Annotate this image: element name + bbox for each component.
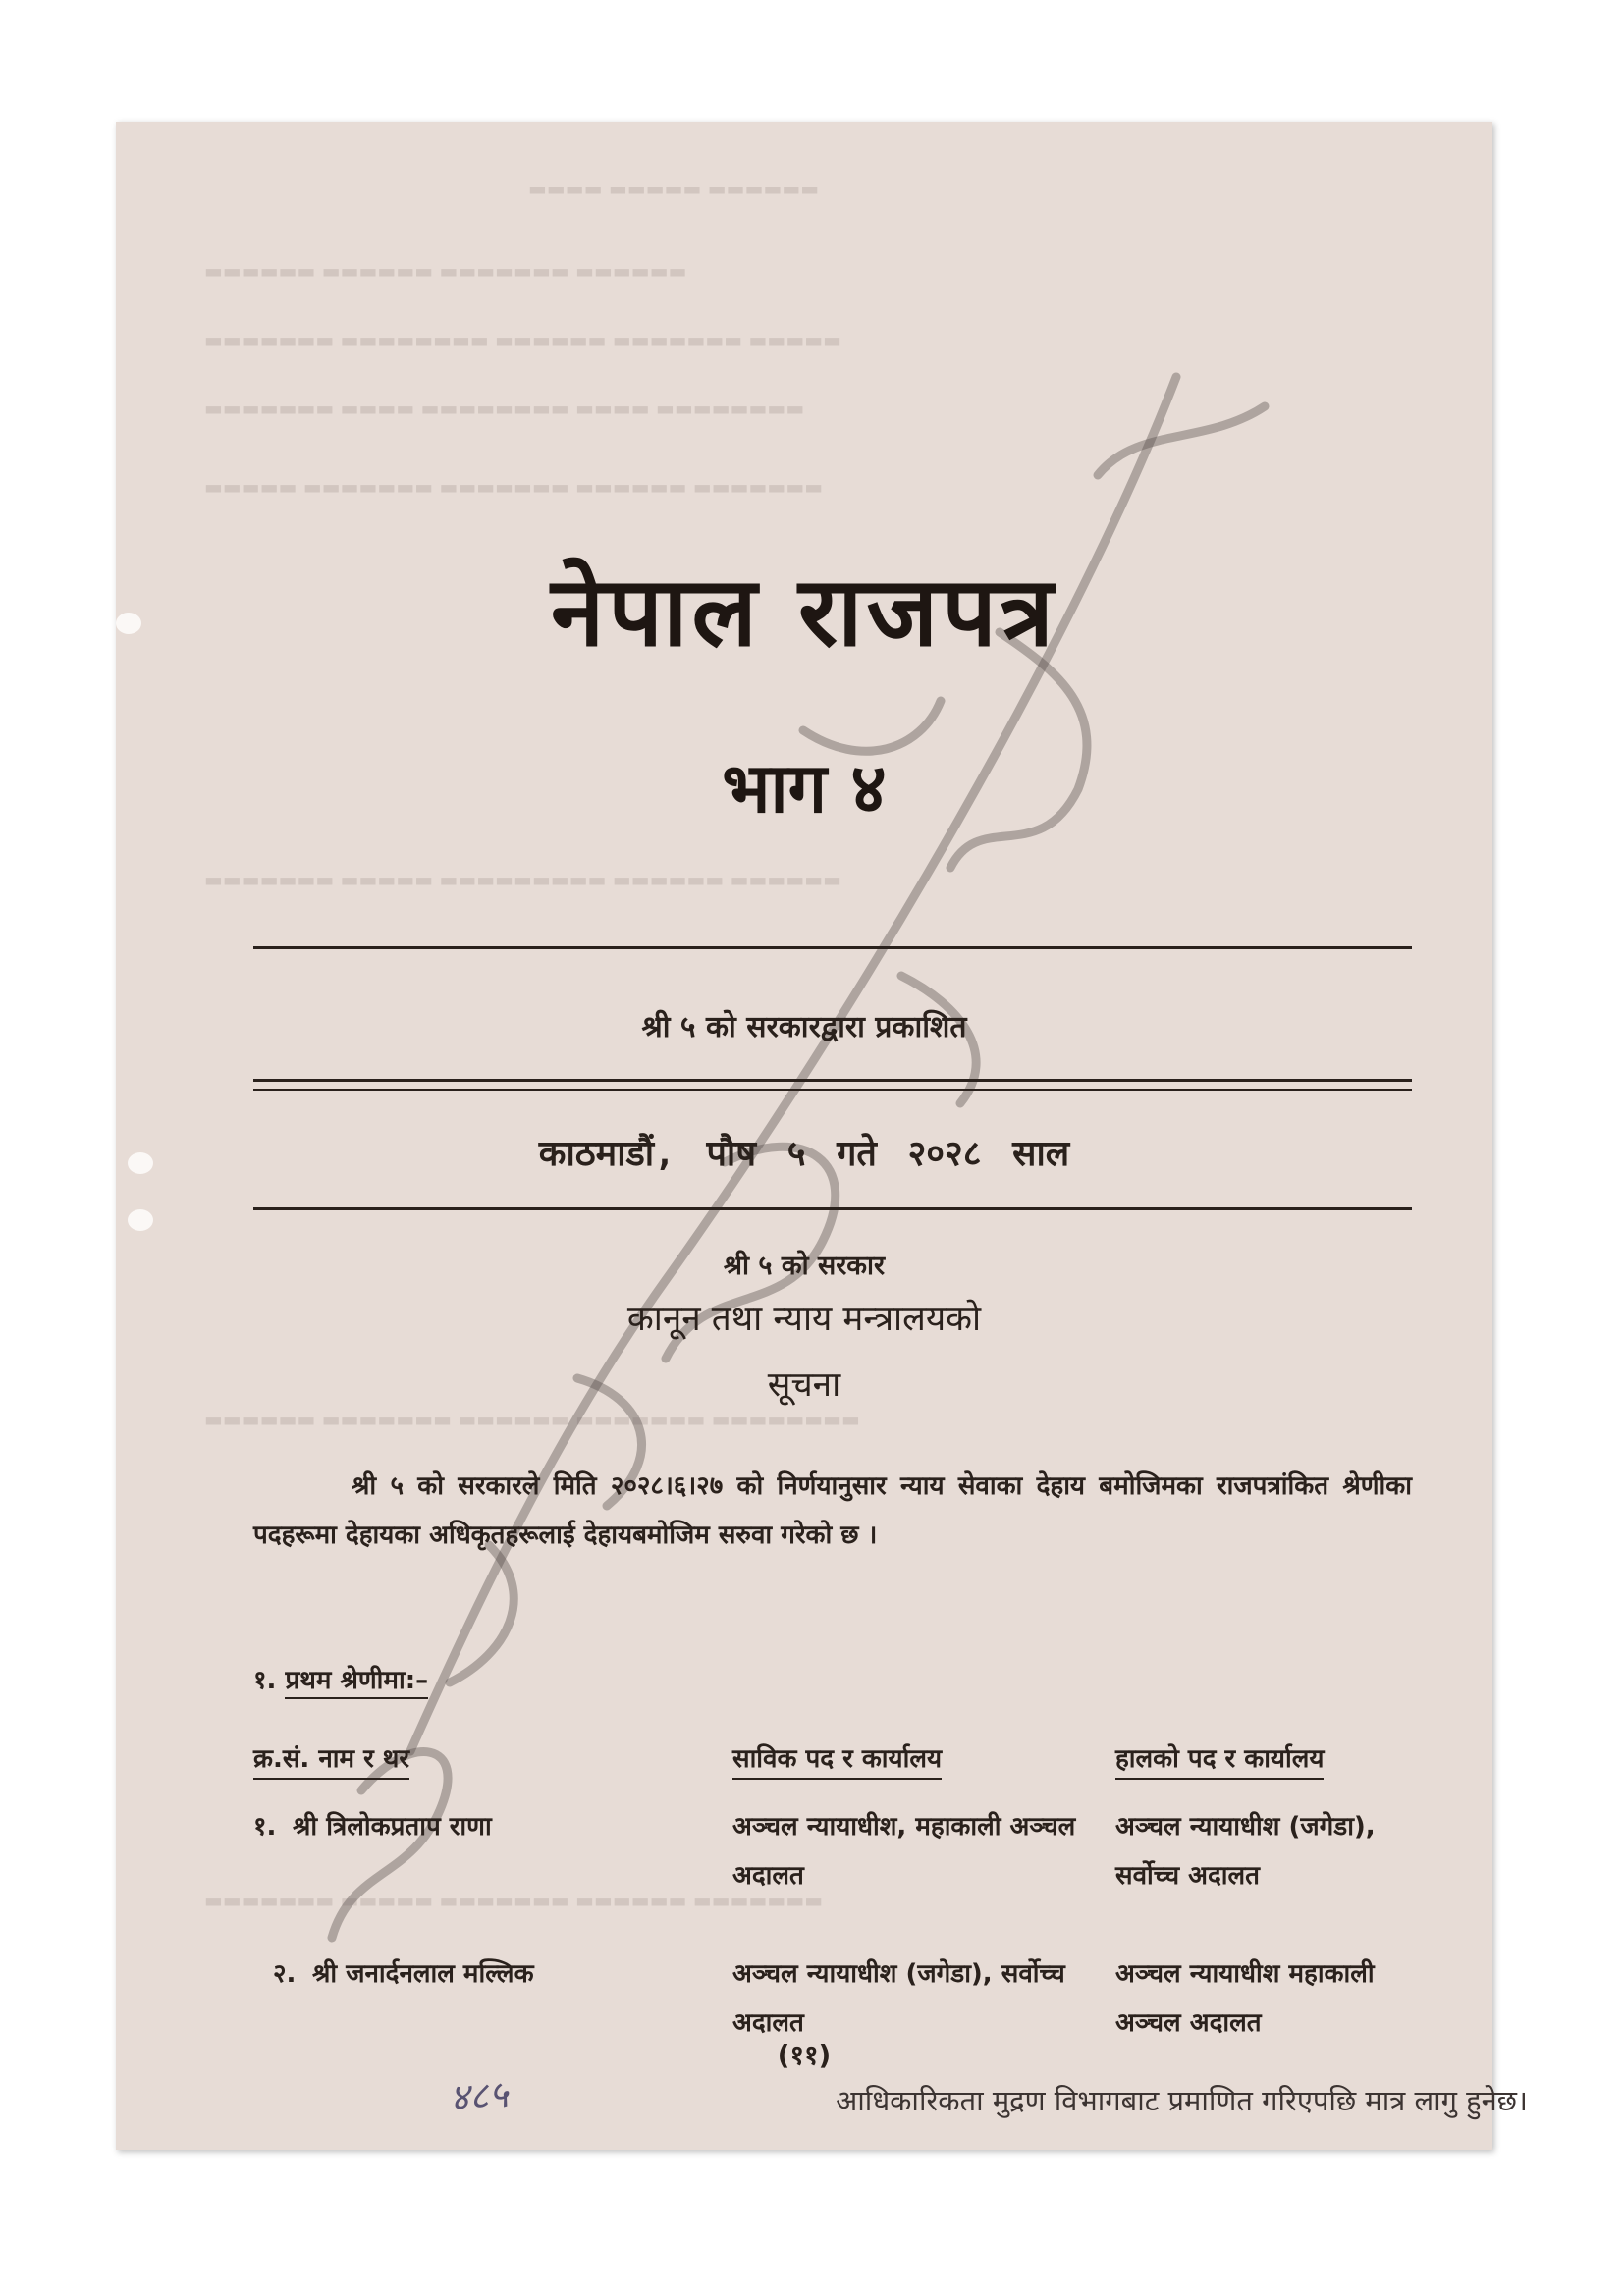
bleed-through-text: ▬▬▬▬▬▬▬ ▬▬▬▬▬ ▬▬▬▬▬▬▬▬▬ ▬▬▬▬▬▬ ▬▬▬▬▬▬ xyxy=(204,868,842,891)
column-header-current-post: हालको पद र कार्यालय xyxy=(1115,1739,1324,1780)
handwritten-number: ४८५ xyxy=(448,2071,510,2120)
row-2-serial: २. xyxy=(273,1959,297,1989)
column-header-serial-name: क्र.सं. नाम र थर xyxy=(253,1739,409,1780)
ministry-label: कानून तथा न्याय मन्त्रालयको xyxy=(626,1300,982,1339)
row-1-serial: १. xyxy=(253,1812,277,1842)
page-number: (११) xyxy=(777,2039,832,2071)
row-2-previous-post: अञ्चल न्यायाधीश (जगेडा), सर्वोच्च अदालत xyxy=(732,1959,1065,2038)
bleed-through-text: ▬▬▬▬ ▬▬▬▬▬ ▬▬▬▬▬▬ xyxy=(528,177,820,200)
gazette-page xyxy=(116,122,1492,2150)
dateline: काठमाडौं, पौष ५ गते २०२८ साल xyxy=(538,1134,1070,1174)
government-label: श्री ५ को सरकार xyxy=(723,1251,886,1281)
divider xyxy=(253,946,1412,949)
section-number: १. xyxy=(253,1666,277,1695)
section-heading xyxy=(253,1661,428,1696)
publisher-line: श्री ५ को सरकारद्वारा प्रकाशित xyxy=(641,1010,967,1044)
bleed-through-text: ▬▬▬▬▬▬▬ ▬▬▬▬▬ ▬▬▬▬▬▬▬ ▬▬▬▬▬▬ ▬▬▬▬▬▬▬ xyxy=(204,1889,824,1912)
divider xyxy=(253,1089,1412,1091)
row-2-name: श्री जनार्दनलाल मल्लिक xyxy=(312,1959,534,1989)
authenticity-disclaimer: आधिकारिकता मुद्रण विभागबाट प्रमाणित गरिएपछि मात्र लागु हुनेछ। xyxy=(836,2084,1528,2117)
row-1-name: श्री त्रिलोकप्रताप राणा xyxy=(293,1812,492,1842)
divider xyxy=(253,1079,1412,1082)
bleed-through-text: ▬▬▬▬▬▬ ▬▬▬▬▬▬▬ ▬▬▬▬▬▬ ▬▬▬▬▬▬▬ ▬▬▬▬▬▬▬▬ xyxy=(204,1408,860,1431)
row-1-current-post: अञ्चल न्यायाधीश (जगेडा), सर्वोच्च अदालत xyxy=(1115,1812,1376,1891)
row-1-previous-post: अञ्चल न्यायाधीश, महाकाली अञ्चल अदालत xyxy=(732,1812,1076,1891)
notice-heading: सूचना xyxy=(767,1365,841,1405)
bleed-through-text: ▬▬▬▬▬▬▬ ▬▬▬▬ ▬▬▬▬▬▬▬▬ ▬▬▬▬ ▬▬▬▬▬▬▬▬ xyxy=(204,397,805,420)
bleed-through-text: ▬▬▬▬▬ ▬▬▬▬▬▬▬ ▬▬▬▬▬▬▬ ▬▬▬▬▬▬ ▬▬▬▬▬▬▬ xyxy=(204,475,824,499)
part-label: भाग ४ xyxy=(722,748,887,828)
punch-hole xyxy=(128,1209,153,1231)
gazette-title: नेपाल राजपत्र xyxy=(551,557,1057,668)
divider xyxy=(253,1207,1412,1210)
bleed-through-text: ▬▬▬▬▬▬▬ ▬▬▬▬▬▬▬▬ ▬▬▬▬▬▬ ▬▬▬▬▬▬▬ ▬▬▬▬▬ xyxy=(204,328,842,351)
notice-body: श्री ५ को सरकारले मिति २०२८।६।२७ को निर्णयानुसार न्याय सेवाका देहाय बमोजिमका राजपत्रांकित श्रेणीका पदहरूमा देहायका अधिकृतहरूलाई देहायबमोजिम सरुवा गरेको छ । xyxy=(253,1471,1412,1550)
bleed-through-text: ▬▬▬▬▬▬ ▬▬▬▬▬▬ ▬▬▬▬▬▬▬ ▬▬▬▬▬▬ xyxy=(204,259,687,283)
column-header-previous-post: साविक पद र कार्यालय xyxy=(732,1739,942,1780)
row-2-current-post: अञ्चल न्यायाधीश महाकाली अञ्चल अदालत xyxy=(1115,1959,1375,2038)
section-label: प्रथम श्रेणीमा:– xyxy=(285,1666,428,1699)
